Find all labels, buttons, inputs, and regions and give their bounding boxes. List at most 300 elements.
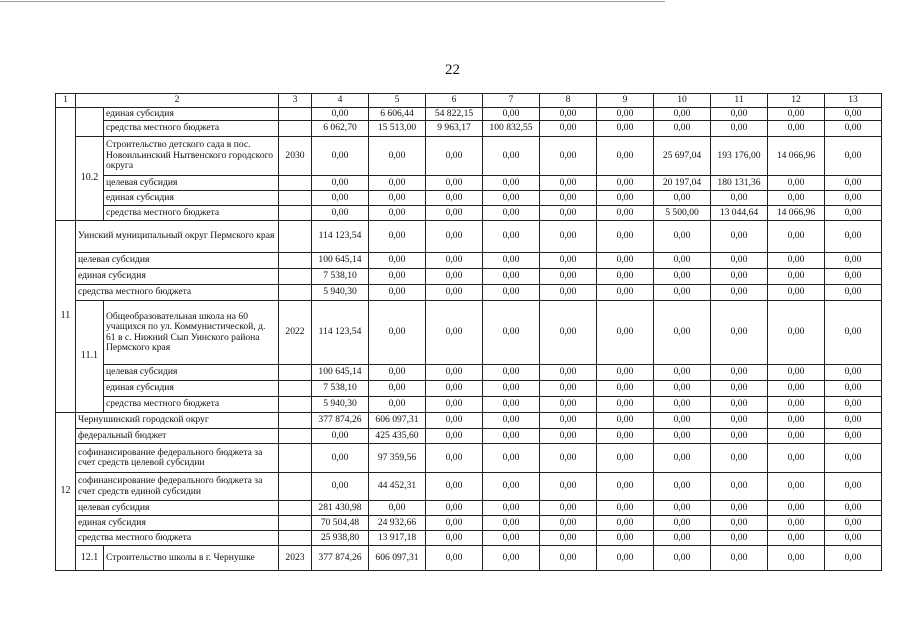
value-cell: 0,00 [597, 473, 654, 501]
value-cell: 0,00 [426, 546, 483, 571]
value-cell: 0,00 [426, 269, 483, 285]
value-cell: 0,00 [483, 269, 540, 285]
value-cell: 24 932,66 [369, 516, 426, 531]
value-cell: 0,00 [369, 137, 426, 176]
table-row [56, 444, 882, 473]
year-cell [279, 413, 312, 429]
group-number: 11 [56, 221, 76, 413]
value-cell: 0,00 [711, 253, 768, 269]
value-cell: 0,00 [597, 191, 654, 206]
value-cell: 0,00 [597, 253, 654, 269]
value-cell: 0,00 [768, 301, 825, 365]
value-cell: 0,00 [483, 253, 540, 269]
value-cell: 0,00 [711, 501, 768, 516]
value-cell: 0,00 [597, 137, 654, 176]
value-cell: 0,00 [768, 253, 825, 269]
row-label: единая субсидия [104, 191, 279, 206]
value-cell: 0,00 [369, 253, 426, 269]
value-cell: 0,00 [540, 191, 597, 206]
value-cell: 0,00 [825, 501, 882, 516]
value-cell: 0,00 [312, 206, 369, 221]
top-rule [0, 1, 665, 2]
value-cell: 0,00 [540, 413, 597, 429]
value-cell: 0,00 [654, 444, 711, 473]
value-cell: 0,00 [825, 108, 882, 121]
value-cell: 0,00 [483, 473, 540, 501]
value-cell: 0,00 [597, 516, 654, 531]
year-cell: 2030 [279, 137, 312, 176]
page-number: 22 [445, 62, 460, 78]
value-cell: 0,00 [597, 397, 654, 413]
value-cell: 0,00 [426, 397, 483, 413]
value-cell: 0,00 [825, 301, 882, 365]
table-row [56, 301, 882, 365]
table-row [56, 397, 882, 413]
value-cell: 0,00 [711, 108, 768, 121]
value-cell: 0,00 [483, 108, 540, 121]
value-cell: 0,00 [426, 221, 483, 253]
row-label: федеральный бюджет [76, 429, 279, 444]
value-cell: 13 917,18 [369, 531, 426, 546]
value-cell: 0,00 [540, 121, 597, 137]
value-cell: 54 822,15 [426, 108, 483, 121]
row-label: целевая субсидия [76, 501, 279, 516]
value-cell: 0,00 [654, 501, 711, 516]
column-header: 12 [768, 94, 825, 108]
value-cell: 0,00 [768, 429, 825, 444]
value-cell: 0,00 [369, 285, 426, 301]
subgroup-number: 10.2 [76, 137, 104, 221]
value-cell: 0,00 [312, 191, 369, 206]
value-cell: 0,00 [540, 444, 597, 473]
column-header: 9 [597, 94, 654, 108]
value-cell: 0,00 [825, 516, 882, 531]
value-cell: 0,00 [825, 546, 882, 571]
value-cell: 0,00 [711, 301, 768, 365]
value-cell: 0,00 [711, 381, 768, 397]
value-cell: 0,00 [711, 191, 768, 206]
year-cell [279, 176, 312, 191]
value-cell: 606 097,31 [369, 546, 426, 571]
value-cell: 5 500,00 [654, 206, 711, 221]
row-label: целевая субсидия [76, 253, 279, 269]
value-cell: 0,00 [768, 285, 825, 301]
value-cell: 0,00 [825, 206, 882, 221]
table-row [56, 413, 882, 429]
value-cell: 0,00 [540, 269, 597, 285]
value-cell: 0,00 [426, 429, 483, 444]
row-label: средства местного бюджета [104, 206, 279, 221]
column-header: 5 [369, 94, 426, 108]
value-cell: 0,00 [483, 397, 540, 413]
value-cell: 0,00 [540, 429, 597, 444]
value-cell: 0,00 [597, 546, 654, 571]
value-cell: 377 874,26 [312, 546, 369, 571]
row-label: Общеобразовательная школа на 60 учащихся по ул. Коммунистической, д. 61 в с. Нижний Сып Уинского района Пермского края [104, 301, 279, 365]
row-label: единая субсидия [76, 516, 279, 531]
row-label: средства местного бюджета [104, 121, 279, 137]
value-cell: 0,00 [483, 206, 540, 221]
year-cell [279, 381, 312, 397]
value-cell: 100 645,14 [312, 253, 369, 269]
value-cell: 0,00 [312, 176, 369, 191]
value-cell: 0,00 [768, 221, 825, 253]
value-cell: 0,00 [369, 365, 426, 381]
group-number-cell [56, 108, 76, 221]
value-cell: 0,00 [597, 206, 654, 221]
value-cell: 0,00 [597, 429, 654, 444]
value-cell: 0,00 [426, 191, 483, 206]
value-cell: 0,00 [540, 137, 597, 176]
year-cell [279, 501, 312, 516]
value-cell: 0,00 [426, 253, 483, 269]
value-cell: 114 123,54 [312, 221, 369, 253]
value-cell: 114 123,54 [312, 301, 369, 365]
year-cell [279, 473, 312, 501]
value-cell: 5 940,30 [312, 397, 369, 413]
value-cell: 0,00 [426, 531, 483, 546]
value-cell: 0,00 [483, 413, 540, 429]
value-cell: 5 940,30 [312, 285, 369, 301]
column-header: 10 [654, 94, 711, 108]
value-cell: 0,00 [768, 108, 825, 121]
value-cell: 0,00 [426, 501, 483, 516]
year-cell [279, 206, 312, 221]
value-cell: 0,00 [768, 397, 825, 413]
value-cell: 0,00 [597, 381, 654, 397]
value-cell: 0,00 [768, 191, 825, 206]
row-label: единая субсидия [76, 269, 279, 285]
value-cell: 0,00 [654, 516, 711, 531]
year-cell [279, 108, 312, 121]
value-cell: 97 359,56 [369, 444, 426, 473]
value-cell: 0,00 [597, 221, 654, 253]
value-cell: 0,00 [825, 413, 882, 429]
year-cell: 2023 [279, 546, 312, 571]
value-cell: 377 874,26 [312, 413, 369, 429]
table-row [56, 531, 882, 546]
row-label: Строительство школы в г. Чернушке [104, 546, 279, 571]
value-cell: 0,00 [483, 444, 540, 473]
value-cell: 0,00 [825, 253, 882, 269]
value-cell: 0,00 [711, 365, 768, 381]
table-row [56, 269, 882, 285]
table-row [56, 137, 882, 176]
value-cell: 13 044,64 [711, 206, 768, 221]
column-header: 11 [711, 94, 768, 108]
value-cell: 0,00 [825, 191, 882, 206]
column-header: 1 [56, 94, 76, 108]
value-cell: 15 513,00 [369, 121, 426, 137]
row-label: Уинский муниципальный округ Пермского края [76, 221, 279, 253]
value-cell: 0,00 [768, 121, 825, 137]
table-row [56, 176, 882, 191]
value-cell: 0,00 [540, 546, 597, 571]
value-cell: 0,00 [768, 413, 825, 429]
value-cell: 0,00 [426, 365, 483, 381]
value-cell: 0,00 [711, 221, 768, 253]
value-cell: 0,00 [483, 546, 540, 571]
value-cell: 0,00 [597, 285, 654, 301]
value-cell: 0,00 [654, 269, 711, 285]
value-cell: 0,00 [711, 546, 768, 571]
value-cell: 25 938,80 [312, 531, 369, 546]
value-cell: 0,00 [711, 444, 768, 473]
value-cell: 0,00 [768, 381, 825, 397]
table-row [56, 546, 882, 571]
value-cell: 0,00 [369, 191, 426, 206]
value-cell: 0,00 [369, 301, 426, 365]
value-cell: 0,00 [654, 546, 711, 571]
row-label: средства местного бюджета [76, 285, 279, 301]
value-cell: 0,00 [483, 429, 540, 444]
value-cell: 0,00 [654, 473, 711, 501]
row-label: средства местного бюджета [104, 397, 279, 413]
value-cell: 20 197,04 [654, 176, 711, 191]
value-cell: 0,00 [369, 269, 426, 285]
value-cell: 0,00 [540, 221, 597, 253]
value-cell: 0,00 [369, 397, 426, 413]
table-row [56, 108, 882, 121]
value-cell: 0,00 [654, 221, 711, 253]
value-cell: 6 062,70 [312, 121, 369, 137]
value-cell: 0,00 [768, 365, 825, 381]
year-cell [279, 531, 312, 546]
column-header: 8 [540, 94, 597, 108]
value-cell: 0,00 [825, 429, 882, 444]
value-cell: 0,00 [540, 365, 597, 381]
value-cell: 0,00 [483, 191, 540, 206]
row-label: единая субсидия [104, 108, 279, 121]
value-cell: 0,00 [825, 381, 882, 397]
value-cell: 425 435,60 [369, 429, 426, 444]
value-cell: 0,00 [825, 444, 882, 473]
value-cell: 14 066,96 [768, 206, 825, 221]
value-cell: 0,00 [825, 221, 882, 253]
value-cell: 0,00 [426, 285, 483, 301]
value-cell: 6 606,44 [369, 108, 426, 121]
value-cell: 281 430,98 [312, 501, 369, 516]
value-cell: 0,00 [540, 108, 597, 121]
subgroup-number: 11.1 [76, 301, 104, 413]
value-cell: 0,00 [825, 137, 882, 176]
row-label: Строительство детского сада в пос. Новоильинский Нытвенского городского округа [104, 137, 279, 176]
table-row [56, 191, 882, 206]
value-cell: 0,00 [711, 413, 768, 429]
year-cell [279, 444, 312, 473]
value-cell: 0,00 [711, 269, 768, 285]
value-cell: 0,00 [597, 413, 654, 429]
value-cell: 0,00 [483, 176, 540, 191]
budget-table [55, 93, 882, 571]
value-cell: 0,00 [540, 253, 597, 269]
value-cell: 0,00 [768, 516, 825, 531]
column-header: 4 [312, 94, 369, 108]
row-label: целевая субсидия [104, 365, 279, 381]
value-cell: 0,00 [711, 397, 768, 413]
value-cell: 0,00 [597, 531, 654, 546]
value-cell: 0,00 [426, 301, 483, 365]
value-cell: 0,00 [711, 429, 768, 444]
value-cell: 0,00 [768, 444, 825, 473]
value-cell: 0,00 [654, 397, 711, 413]
value-cell: 0,00 [654, 285, 711, 301]
value-cell: 0,00 [654, 108, 711, 121]
value-cell: 0,00 [825, 285, 882, 301]
value-cell: 0,00 [597, 501, 654, 516]
value-cell: 0,00 [825, 473, 882, 501]
column-header: 13 [825, 94, 882, 108]
subgroup-number: 12.1 [76, 546, 104, 571]
value-cell: 0,00 [483, 137, 540, 176]
table-row [56, 253, 882, 269]
value-cell: 0,00 [483, 301, 540, 365]
value-cell: 0,00 [768, 546, 825, 571]
value-cell: 44 452,31 [369, 473, 426, 501]
column-header: 3 [279, 94, 312, 108]
column-header: 6 [426, 94, 483, 108]
value-cell: 0,00 [483, 531, 540, 546]
value-cell: 0,00 [654, 531, 711, 546]
value-cell: 0,00 [369, 221, 426, 253]
header-row [56, 94, 882, 108]
value-cell: 0,00 [825, 269, 882, 285]
value-cell: 0,00 [654, 429, 711, 444]
value-cell: 0,00 [540, 285, 597, 301]
table-row [56, 429, 882, 444]
value-cell: 0,00 [426, 381, 483, 397]
value-cell: 0,00 [540, 473, 597, 501]
value-cell: 0,00 [825, 121, 882, 137]
value-cell: 193 176,00 [711, 137, 768, 176]
value-cell: 0,00 [654, 413, 711, 429]
table-row [56, 501, 882, 516]
value-cell: 0,00 [369, 176, 426, 191]
value-cell: 0,00 [540, 516, 597, 531]
value-cell: 0,00 [597, 108, 654, 121]
row-label: средства местного бюджета [76, 531, 279, 546]
value-cell: 0,00 [312, 429, 369, 444]
subgroup-number-cell [76, 108, 104, 137]
year-cell [279, 516, 312, 531]
year-cell [279, 269, 312, 285]
value-cell: 0,00 [483, 221, 540, 253]
year-cell [279, 221, 312, 253]
value-cell: 0,00 [768, 269, 825, 285]
table-row [56, 473, 882, 501]
value-cell: 180 131,36 [711, 176, 768, 191]
value-cell: 9 963,17 [426, 121, 483, 137]
value-cell: 0,00 [540, 397, 597, 413]
year-cell: 2022 [279, 301, 312, 365]
value-cell: 0,00 [768, 176, 825, 191]
value-cell: 0,00 [654, 365, 711, 381]
value-cell: 0,00 [711, 516, 768, 531]
value-cell: 0,00 [825, 531, 882, 546]
value-cell: 0,00 [483, 285, 540, 301]
value-cell: 0,00 [426, 206, 483, 221]
value-cell: 0,00 [597, 301, 654, 365]
value-cell: 0,00 [426, 444, 483, 473]
value-cell: 70 504,48 [312, 516, 369, 531]
value-cell: 0,00 [654, 301, 711, 365]
value-cell: 0,00 [426, 473, 483, 501]
table-row [56, 516, 882, 531]
table-row [56, 365, 882, 381]
year-cell [279, 365, 312, 381]
value-cell: 0,00 [540, 381, 597, 397]
row-label: софинансирование федерального бюджета за счет средств единой субсидии [76, 473, 279, 501]
value-cell: 0,00 [654, 121, 711, 137]
value-cell: 7 538,10 [312, 269, 369, 285]
value-cell: 0,00 [654, 191, 711, 206]
column-header: 7 [483, 94, 540, 108]
value-cell: 0,00 [825, 397, 882, 413]
year-cell [279, 191, 312, 206]
value-cell: 0,00 [483, 501, 540, 516]
value-cell: 0,00 [369, 381, 426, 397]
row-label: единая субсидия [104, 381, 279, 397]
table-row [56, 206, 882, 221]
value-cell: 0,00 [768, 531, 825, 546]
value-cell: 0,00 [711, 285, 768, 301]
value-cell: 0,00 [597, 444, 654, 473]
year-cell [279, 429, 312, 444]
value-cell: 0,00 [540, 206, 597, 221]
column-header: 2 [76, 94, 279, 108]
value-cell: 0,00 [426, 413, 483, 429]
value-cell: 0,00 [597, 176, 654, 191]
row-label: целевая субсидия [104, 176, 279, 191]
value-cell: 0,00 [597, 121, 654, 137]
value-cell: 0,00 [426, 176, 483, 191]
table-row [56, 285, 882, 301]
value-cell: 0,00 [825, 176, 882, 191]
group-number: 12 [56, 413, 76, 571]
value-cell: 0,00 [540, 501, 597, 516]
value-cell: 0,00 [312, 444, 369, 473]
value-cell: 25 697,04 [654, 137, 711, 176]
value-cell: 0,00 [369, 501, 426, 516]
row-label: софинансирование федерального бюджета за счет средств целевой субсидии [76, 444, 279, 473]
table-row [56, 121, 882, 137]
year-cell [279, 121, 312, 137]
value-cell: 14 066,96 [768, 137, 825, 176]
value-cell: 0,00 [312, 473, 369, 501]
year-cell [279, 397, 312, 413]
value-cell: 0,00 [483, 381, 540, 397]
value-cell: 0,00 [825, 365, 882, 381]
value-cell: 0,00 [312, 137, 369, 176]
table-row [56, 221, 882, 253]
value-cell: 0,00 [426, 516, 483, 531]
year-cell [279, 253, 312, 269]
value-cell: 0,00 [312, 108, 369, 121]
value-cell: 0,00 [426, 137, 483, 176]
year-cell [279, 285, 312, 301]
value-cell: 0,00 [768, 473, 825, 501]
value-cell: 0,00 [369, 206, 426, 221]
value-cell: 0,00 [483, 516, 540, 531]
value-cell: 0,00 [654, 381, 711, 397]
value-cell: 100 832,55 [483, 121, 540, 137]
value-cell: 0,00 [597, 269, 654, 285]
value-cell: 0,00 [654, 253, 711, 269]
table-row [56, 381, 882, 397]
row-label: Чернушинский городской округ [76, 413, 279, 429]
value-cell: 0,00 [711, 121, 768, 137]
value-cell: 0,00 [597, 365, 654, 381]
